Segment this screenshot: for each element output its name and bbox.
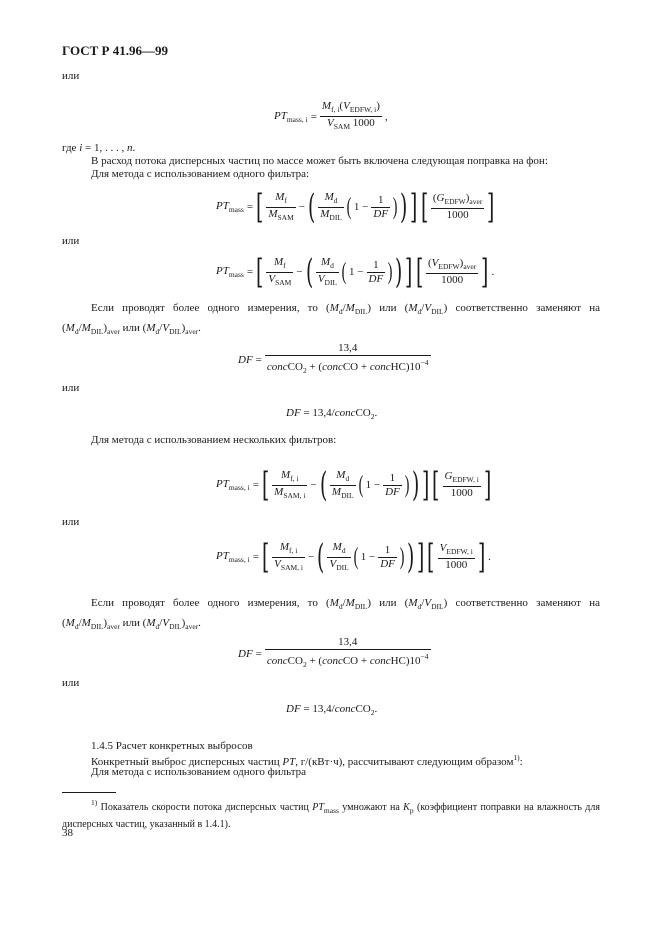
or-text: или [62,235,80,247]
page-number: 38 [62,827,73,839]
formula-pt-mass-multi-2: $PT_{mass, i}$ = [ $\frac{M_{f, i}}{V_{SAM, i}}$ − ( $\frac{M_d}{V_{DIL}}$ ( 1 − $\frac{1}{DF}$ ) ) ] [ $\frac{V_{EDFW, i}}{1000}$ ] . [216,537,491,577]
formula-pt-mass-multi-1: $PT_{mass, i}$ = [ $\frac{M_{f, i}}{M_{SAM, i}}$ − ( $\frac{M_d}{M_{DIL}}$ ( 1 − $\frac{1}{DF}$ ) ) ] [ $\frac{G_{EDFW, i}}{1000}$ ] [216,465,492,505]
single-filter-method-text: Для метода с использованием одного фильтра: [91,168,310,180]
formula-df-2: DF = $\frac{13,4}{concCO_2 + (concCO + concHC)10^{-4}}$ [238,636,429,669]
or-text: или [62,382,80,394]
formula-df-simple-2: DF = 13,4/concCO$_2$. [286,703,378,717]
footnote-rule [62,792,116,793]
document-header: ГОСТ Р 41.96—99 [62,43,168,58]
formula-df-simple-1: DF = 13,4/concCO$_2$. [286,407,378,421]
or-text: или [62,70,80,82]
or-text: или [62,516,80,528]
footnote: $^{1)}$ Показатель скорости потока дисперсных частиц $PT_{mass}$ умножают на $K_p$ (коэффициент поправки на влажность для дисперсных частиц, указанный в 1.4.1). [62,798,600,830]
replacement-paragraph-1: Если проводят более одного измерения, то $(M_d/M_{DIL})$ или $(M_d/V_{DIL})$ соответственно заменяют на $(M_d/M_{DIL})_{aver}$ или $(M_d/V_{DIL})_{aver}$. [62,302,600,336]
bg-correction-text: В расход потока дисперсных частиц по массе может быть включена следующая поправка на фон: [91,155,548,167]
multi-filter-method-text: Для метода с использованием нескольких фильтров: [91,434,337,446]
formula-pt-mass-bg-2: $PT_{mass}$ = [ $\frac{M_f}{V_{SAM}}$ − ( $\frac{M_d}{V_{DIL}}$ ( 1 − $\frac{1}{DF}$ ) ) ] [ $\frac{(V_{EDFW})_{aver}}{1000}$ ] . [216,252,495,292]
formula-pt-mass-i: $PT_{mass, i}$ = $\frac{M_{f, i}(V_{EDFW, i})}{V_{SAM} 1000}$ , [274,100,388,131]
where-i-line: где i = 1, . . . , n. [62,142,136,154]
formula-df-1: DF = $\frac{13,4}{concCO_2 + (concCO + concHC)10^{-4}}$ [238,342,429,375]
section-heading: 1.4.5 Расчет конкретных выбросов [91,740,253,752]
formula-pt-mass-bg-1: $PT_{mass}$ = [ $\frac{M_f}{M_{SAM}}$ − ( $\frac{M_d}{M_{DIL}}$ ( 1 − $\frac{1}{DF}$ ) ) ] [ $\frac{(G_{EDFW})_{aver}}{1000}$ ] [216,187,495,227]
replacement-paragraph-2: Если проводят более одного измерения, то $(M_d/M_{DIL})$ или $(M_d/V_{DIL})$ соответственно заменяют на $(M_d/M_{DIL})_{aver}$ или $(M_d/V_{DIL})_{aver}$. [62,597,600,631]
single-filter-method-text-2: Для метода с использованием одного фильтра [91,766,307,778]
or-text: или [62,677,80,689]
specific-emission-text: Конкретный выброс дисперсных частиц PT, г/(кВт·ч), рассчитывают следующим образом$^{1)}$: [91,753,523,768]
